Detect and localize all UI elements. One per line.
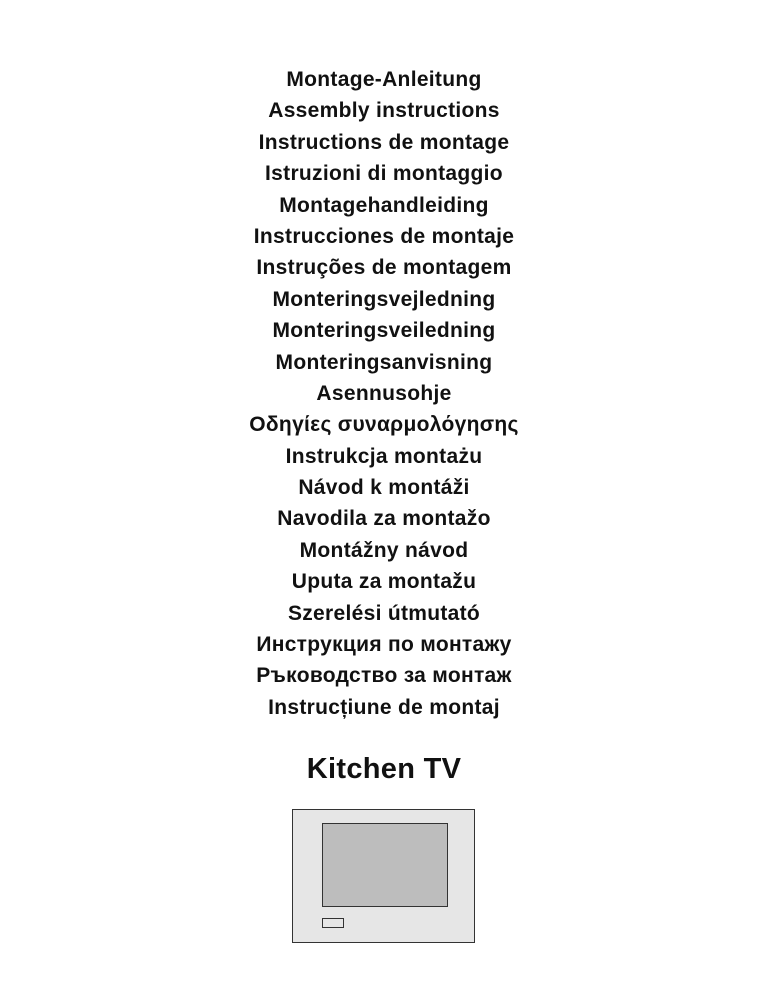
title-czech: Návod k montáži bbox=[298, 476, 470, 500]
product-name: Kitchen TV bbox=[306, 753, 462, 785]
title-italian: Istruzioni di montaggio bbox=[265, 162, 503, 186]
tv-screen bbox=[322, 823, 448, 907]
title-spanish: Instrucciones de montaje bbox=[253, 224, 515, 248]
title-slovenian: Navodila za montažo bbox=[277, 507, 491, 531]
title-dutch: Montagehandleiding bbox=[279, 193, 489, 217]
title-english: Assembly instructions bbox=[268, 99, 500, 123]
title-croatian: Uputa za montažu bbox=[291, 570, 477, 594]
title-romanian: Instrucțiune de montaj bbox=[268, 695, 500, 719]
title-norwegian: Monteringsveiledning bbox=[272, 319, 496, 343]
title-finnish: Asennusohje bbox=[316, 381, 452, 405]
tv-control-button bbox=[322, 918, 344, 928]
title-portuguese: Instruções de montagem bbox=[256, 256, 512, 280]
title-hungarian: Szerelési útmutató bbox=[287, 601, 481, 625]
title-swedish: Monteringsanvisning bbox=[275, 350, 493, 374]
title-russian: Инструкция по монтажу bbox=[256, 633, 512, 657]
title-danish: Monteringsvejledning bbox=[272, 287, 496, 311]
title-french: Instructions de montage bbox=[258, 130, 510, 154]
title-german: Montage-Anleitung bbox=[286, 68, 482, 91]
assembly-instructions-title-list bbox=[0, 64, 768, 723]
title-polish: Instrukcja montażu bbox=[285, 444, 483, 468]
title-bulgarian: Ръководство за монтаж bbox=[256, 664, 512, 688]
title-slovak: Montážny návod bbox=[299, 538, 469, 562]
tv-icon bbox=[292, 809, 475, 943]
title-greek: Οδηγίες συναρμολόγησης bbox=[249, 413, 519, 437]
